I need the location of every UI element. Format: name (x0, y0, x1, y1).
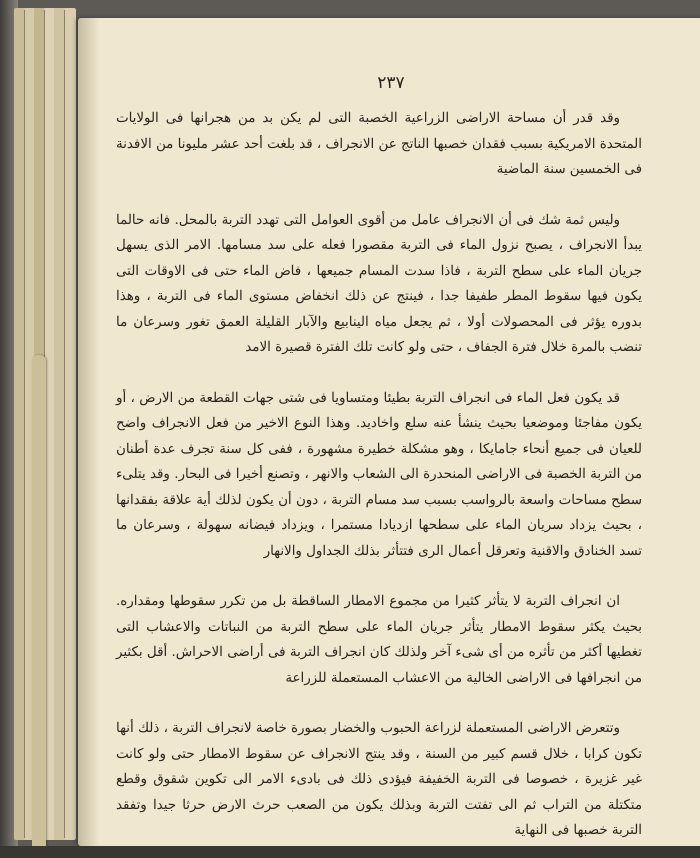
body-text (116, 106, 642, 858)
paragraph-5: وتتعرض الاراضى المستعملة لزراعة الحبوب والخضار بصورة خاصة لانجراف التربة ، ذلك أنها تكون كرابا ، خلال قسم كبير من السنة ، وقد ينتج الانجراف عن سقوط الامطار حتى ولو كانت غير غزيرة ، خصوصا فى التربة الخفيفة فيؤدى ذلك فى بادىء الامر الى تكوين شقوق وقطع متكتلة من التراب ثم الى تفتت التربة وبذلك يكون من الصعب حرث الارض حرثا جيدا وتفقد التربة خصبها فى النهاية (116, 721, 642, 838)
page-number: ٢٣٧ (377, 73, 405, 93)
paragraph-4: ان انجراف التربة لا يتأثر كثيرا من مجموع الامطار الساقطة بل من تكرر سقوطها ومقداره. بحيث يكثر سقوط الامطار يتأثر جريان الماء على سطح التربة من النباتات والاعشاب التى تغطيها أكثر من تأثره من أى شىء آخر ولذلك كان انجراف التربة فى أراضى الاحراش. أقل بكثير من انجرافها فى الاراضى الخالية من الاعشاب المستعملة للزراعة (116, 594, 642, 686)
page-tab (32, 355, 46, 855)
paragraph-2: وليس ثمة شك فى أن الانجراف عامل من أقوى العوامل التى تهدد التربة بالمحل. فانه حالما يبدأ الانجراف ، يصبح نزول الماء فى التربة مقصورا فعله على سد مسامها. الامر الذى يسهل جريان الماء على سطح التربة ، فاذا سدت المسام جميعها ، فاض الماء حتى فى الاوقات التى يكون فيها سقوط المطر طفيفا جدا ، فينتج عن ذلك انخفاض مستوى الماء فى التربة ، وهذا بدوره يؤثر فى المحصولات أولا ، ثم يجعل مياه الينابيع والآبار القليلة العمق تغور وسرعان ما تنضب بالمرة خلال فترة الجفاف ، حتى ولو كانت تلك الفترة قصيرة الامد (116, 212, 642, 355)
page-edge-line (24, 10, 25, 838)
paragraph-1: وقد قدر أن مساحة الاراضى الزراعية الخصبة التى لم يكن بد من هجرانها فى الولايات المتحدة الامريكية بسبب فقدان خصبها الناتج عن الانجراف ، قد بلغت أحد عشر مليونا من الافدنة فى الخمسين سنة الماضية (116, 111, 642, 177)
scan-bottom-edge (0, 846, 700, 858)
page-edge (64, 8, 76, 840)
book-page (78, 18, 700, 846)
gutter-shadow (78, 18, 100, 846)
paragraph-3: قد يكون فعل الماء فى انجراف التربة بطيئا ومتساويا فى شتى جهات القطعة من الارض ، أو يكون مفاجئا وموضعيا بحيث ينشأ عنه سلع واخاديد. وهذا النوع الاخير من فعل الانجراف واضح للعيان فى جميع أنحاء جامايكا ، وهو مشكلة خطيرة مشهورة ، ففى كل سنة تجرف عدة أطنان من التربة الخصبة فى الاراضى المنحدرة الى الشعاب والانهر ، وتصنع أخيرا فى البحار. وقد يتلىء سطح مساحات واسعة بالرواسب بسبب سد مسام التربة ، دون أن يكون لذلك أية علاقة بفقدانها ، بحيث يزداد سريان الماء على سطحها ازديادا مستمرا ، ويزداد فيضانه سهولة ، وسرعان ما تسد الخنادق والاقنية وتعرقل أعمال الرى فتتأثر بذلك الجداول والانهار (116, 390, 642, 559)
page-edge-line (64, 10, 65, 838)
